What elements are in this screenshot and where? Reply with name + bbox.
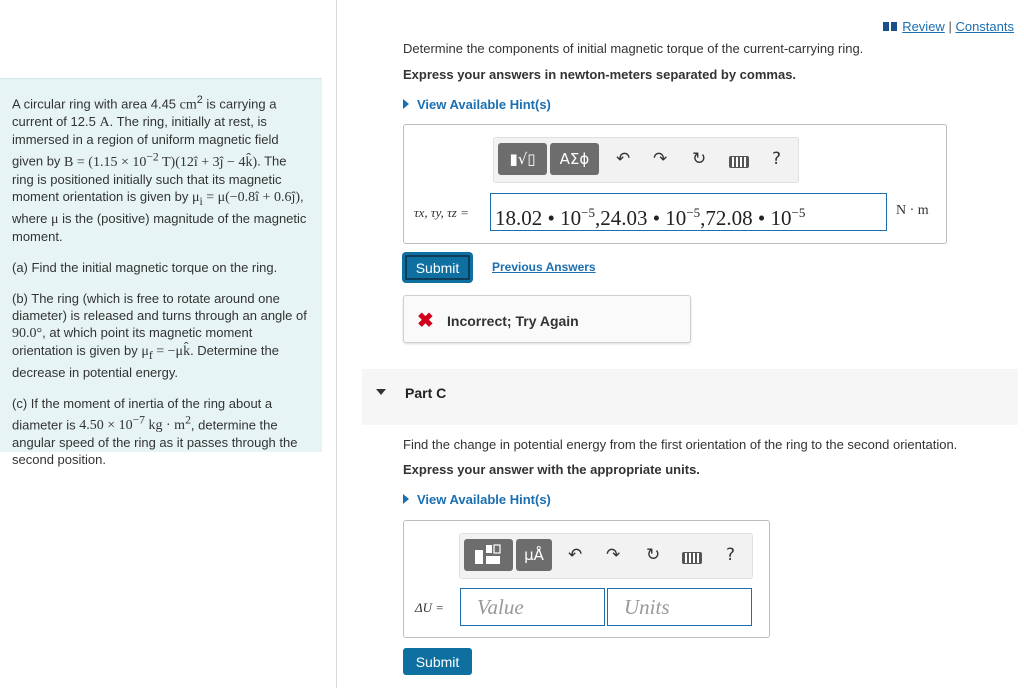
column-divider — [336, 0, 337, 688]
reset-icon[interactable]: ↻ — [692, 149, 707, 169]
link-separator: | — [948, 19, 952, 34]
header-links — [883, 19, 1014, 34]
redo-icon[interactable]: ↷ — [653, 149, 668, 169]
caret-right-icon — [403, 99, 409, 109]
problem-part-c: (c) If the moment of inertia of the ring about a diameter is $4.50 \times 10^{-7}$ kg · $m^2$, determine the angular speed of the ring as it passes through the second position. — [12, 395, 298, 468]
feedback-text: Incorrect; Try Again — [447, 313, 579, 329]
part-c-instruction: Express your answer with the appropriate units. — [403, 462, 700, 477]
undo-icon[interactable]: ↶ — [568, 545, 583, 565]
book-icon — [883, 22, 897, 31]
keyboard-icon[interactable] — [682, 552, 702, 564]
problem-statement — [0, 78, 322, 468]
part-c-answer-box — [403, 520, 770, 638]
part-c-question: Find the change in potential energy from the first orientation of the ring to the second orientation. — [403, 437, 958, 452]
problem-part-a: (a) Find the initial magnetic torque on the ring. — [12, 259, 278, 275]
part-a-submit-button[interactable]: Submit — [403, 253, 472, 282]
part-c-submit-button[interactable]: Submit — [403, 648, 472, 675]
review-link[interactable]: Review — [902, 19, 945, 34]
units-symbols-button[interactable]: μÅ — [516, 539, 552, 571]
previous-answers-link[interactable]: Previous Answers — [492, 260, 596, 274]
help-button[interactable]: ? — [726, 545, 736, 565]
units-template-button[interactable] — [464, 539, 513, 571]
part-a-units: N · m — [896, 203, 929, 218]
part-a-answer-input[interactable]: 18.02 • $10^{-5},24.03$ • $10^{-5},72.08$ • $10^{-5}$ — [490, 193, 887, 231]
template-grid-icon — [474, 544, 504, 566]
part-a-instruction: Express your answers in newton-meters separated by commas. — [403, 67, 797, 82]
part-a-hint-toggle[interactable]: View Available Hint(s) — [403, 97, 551, 112]
incorrect-x-icon: ✖ — [417, 310, 434, 332]
value-input[interactable]: Value — [460, 588, 605, 626]
caret-right-icon — [403, 494, 409, 504]
keyboard-icon[interactable] — [729, 156, 749, 168]
redo-icon[interactable]: ↷ — [606, 545, 621, 565]
field-expression: $B = (1.15 \times 10^{-2}$ T)(12î + 3ĵ − 4k̂) — [64, 150, 258, 170]
problem-intro: A circular ring with area 4.45 $cm^2$ is carrying a current of 12.5 A. The ring, initially at rest, is immersed in a region of uniform magnetic field given by $B = (1.15 \times 10^{-2}$ T)(12î + 3ĵ − 4k̂). The ring is positioned initially such that its magnetic moment orientation is given by $\mu_i$ = μ(−0.8î + 0.6ĵ), where μ is the (positive) magnitude of the magnetic moment. — [12, 94, 307, 244]
part-a-math-toolbar — [493, 137, 799, 183]
templates-button[interactable]: ▮√▯ — [498, 143, 547, 175]
part-c-math-toolbar — [459, 533, 753, 579]
part-c-label[interactable]: Part C — [405, 385, 447, 401]
constants-link[interactable]: Constants — [955, 19, 1014, 34]
units-input[interactable]: Units — [607, 588, 752, 626]
part-c-answer-label: ΔU = — [415, 600, 445, 615]
reset-icon[interactable]: ↻ — [646, 545, 661, 565]
problem-part-b: (b) The ring (which is free to rotate around one diameter) is released and turns through an angle of 90.0°, at which point its magnetic moment orientation is given by $\mu_f$ = −μk̂. Determine the decrease in potential energy. — [12, 290, 307, 380]
initial-moment-expression: $\mu_i$ = μ(−0.8î + 0.6ĵ) — [191, 189, 300, 208]
undo-icon[interactable]: ↶ — [616, 149, 631, 169]
symbols-button[interactable]: ΑΣϕ — [550, 143, 599, 175]
feedback-box — [403, 295, 691, 343]
caret-down-icon[interactable] — [376, 389, 386, 395]
part-a-question: Determine the components of initial magnetic torque of the current-carrying ring. — [403, 41, 864, 56]
part-a-answer-label: τx, τy, τz = — [414, 205, 469, 220]
part-c-hint-toggle[interactable]: View Available Hint(s) — [403, 492, 551, 507]
help-button[interactable]: ? — [772, 149, 782, 169]
part-c-header[interactable] — [362, 369, 1018, 425]
part-a-answer-box — [403, 124, 947, 244]
